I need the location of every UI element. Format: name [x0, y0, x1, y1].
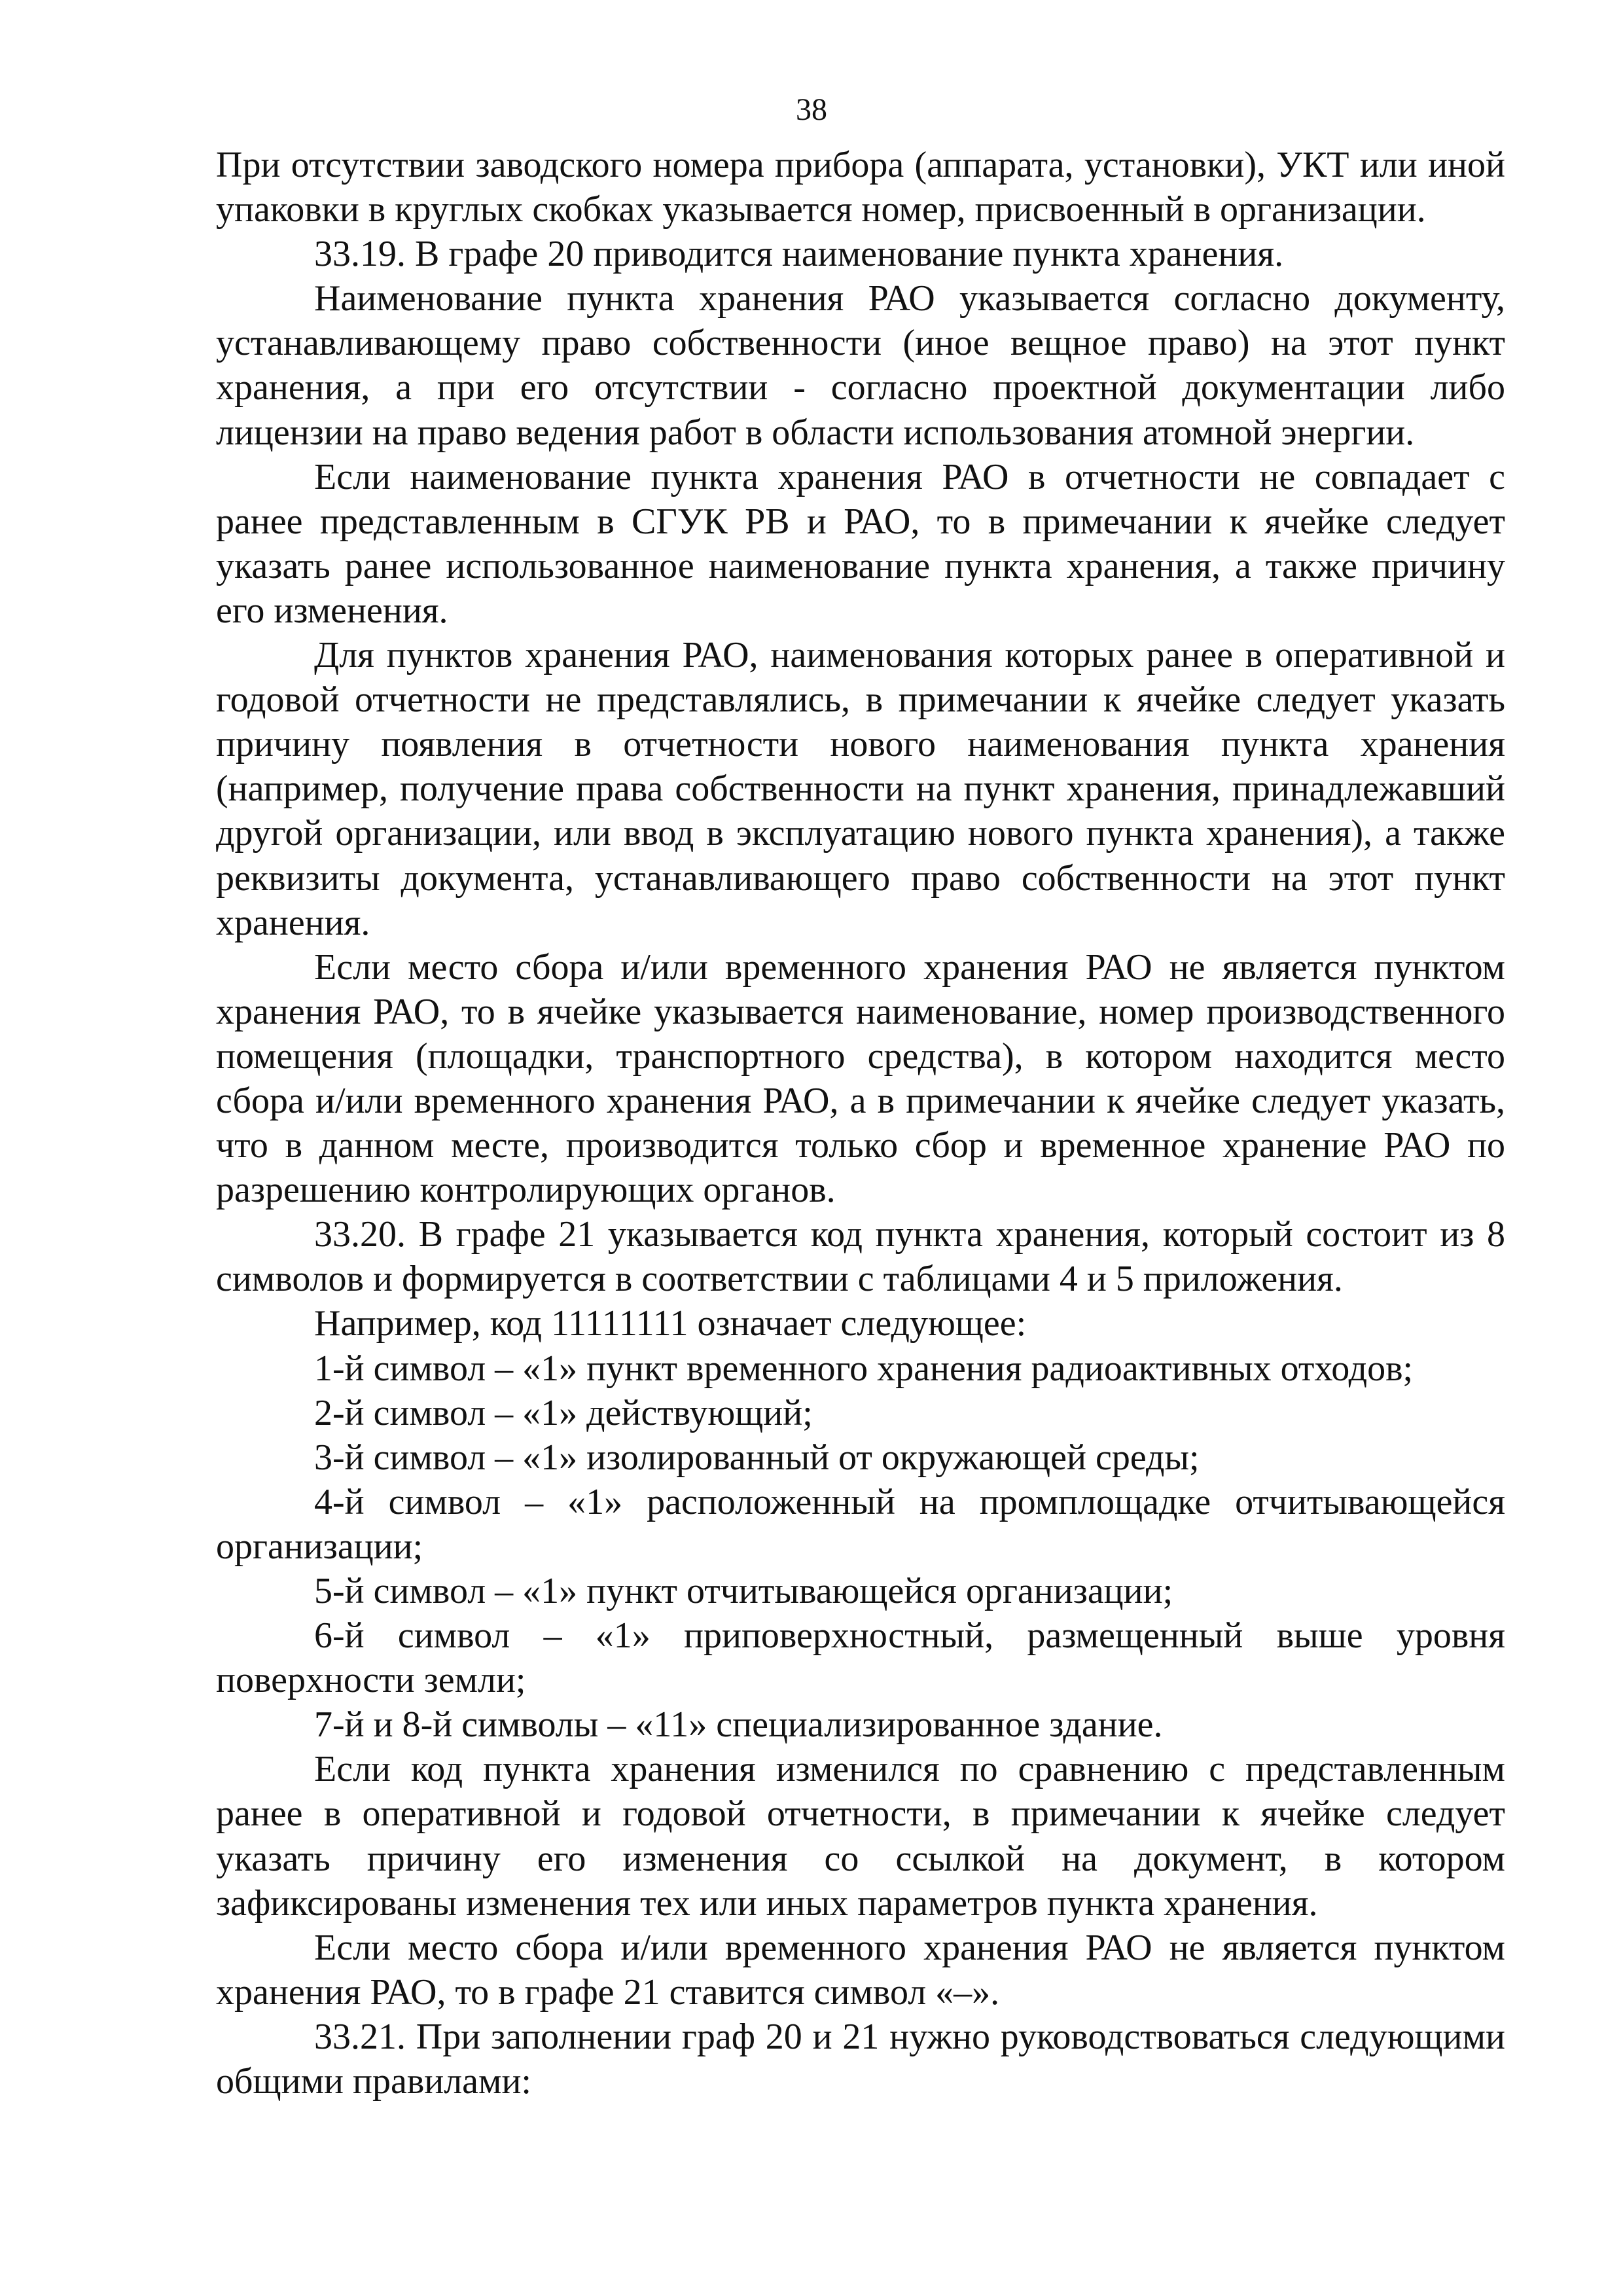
paragraph: Если место сбора и/или временного хранения РАО не является пунктом хранения РАО, то в ячейке указывается наименование, номер производственного помещения (площадки, транспортного средства), в котором находится место сбора и/или временного хранения РАО, а в примечании к ячейке следует указать, что в данном месте, производится только сбор и временное хранение РАО по разрешению контролирующих органов. [216, 946, 1505, 1211]
list-item: 6-й символ – «1» приповерхностный, размещенный выше уровня поверхности земли; [216, 1615, 1505, 1701]
paragraph: Наименование пункта хранения РАО указывается согласно документу, устанавливающему право собственности (иное вещное право) на этот пункт хранения, а при его отсутствии - согласно проектной документации либо лицензии на право ведения работ в области использования атомной энергии. [216, 278, 1505, 453]
list-item: 7-й и 8-й символы – «11» специализированное здание. [314, 1704, 1163, 1746]
paragraph: Например, код 11111111 означает следующее: [314, 1303, 1027, 1344]
paragraph: 33.20. В графе 21 указывается код пункта хранения, который состоит из 8 символов и формируется в соответствии с таблицами 4 и 5 приложения. [216, 1214, 1505, 1300]
paragraph: Если наименование пункта хранения РАО в отчетности не совпадает с ранее представленным в СГУК РВ и РАО, то в примечании к ячейке следует указать ранее использованное наименование пункта хранения, а также причину его изменения. [216, 456, 1505, 631]
paragraph: 33.21. При заполнении граф 20 и 21 нужно руководствоваться следующими общими правилами: [216, 2016, 1505, 2102]
paragraph: Если код пункта хранения изменился по сравнению с представленным ранее в оперативной и годовой отчетности, в примечании к ячейке следует указать причину его изменения со ссылкой на документ, в котором зафиксированы изменения тех или иных параметров пункта хранения. [216, 1749, 1505, 1924]
page-number: 38 [796, 92, 827, 127]
paragraph: Для пунктов хранения РАО, наименования которых ранее в оперативной и годовой отчетности не представлялись, в примечании к ячейке следует указать причину появления в отчетности нового наименования пункта хранения (например, получение права собственности на пункт хранения, принадлежавший другой организации, или ввод в эксплуатацию нового пункта хранения), а также реквизиты документа, устанавливающего право собственности на этот пункт хранения. [216, 635, 1505, 943]
list-item: 1-й символ – «1» пункт временного хранения радиоактивных отходов; [314, 1348, 1414, 1389]
list-item: 3-й символ – «1» изолированный от окружающей среды; [314, 1437, 1200, 1478]
paragraph: При отсутствии заводского номера прибора (аппарата, установки), УКТ или иной упаковки в круглых скобках указывается номер, присвоенный в организации. [216, 145, 1505, 230]
list-item: 2-й символ – «1» действующий; [314, 1392, 813, 1433]
list-item: 5-й символ – «1» пункт отчитывающейся организации; [314, 1571, 1173, 1611]
paragraph: 33.19. В графе 20 приводится наименование пункта хранения. [314, 234, 1284, 275]
list-item: 4-й символ – «1» расположенный на промплощадке отчитывающейся организации; [216, 1481, 1505, 1567]
document-body [216, 143, 1505, 2104]
paragraph: Если место сбора и/или временного хранения РАО не является пунктом хранения РАО, то в графе 21 ставится символ «–». [216, 1927, 1505, 2013]
